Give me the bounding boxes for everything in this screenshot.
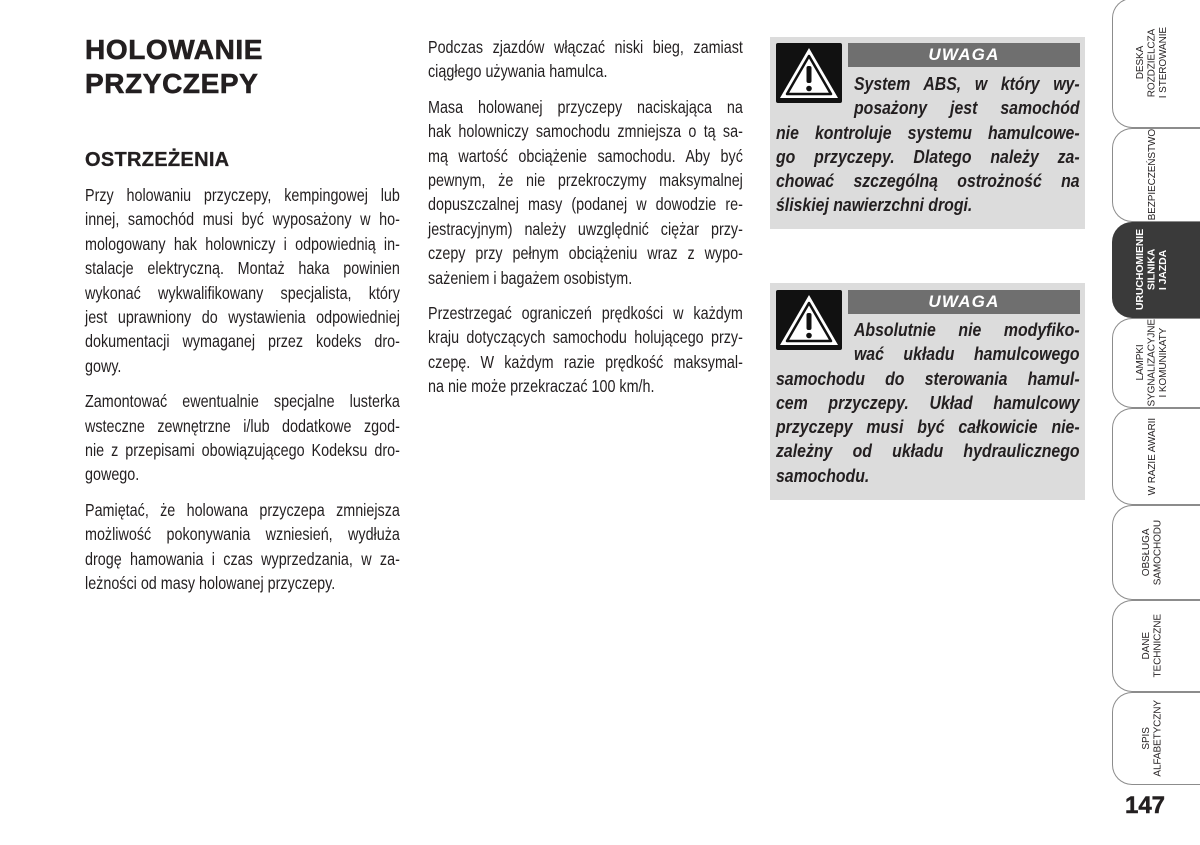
sidebar-tab-bezpieczenstwo	[1112, 128, 1200, 222]
warning-text	[776, 318, 1080, 488]
paragraph-line: czepę. W każdym razie prędkość maksymal-	[428, 351, 743, 372]
warning-line: śliskiej nawierzchni drogi.	[776, 195, 973, 216]
warning-text	[776, 72, 1080, 218]
paragraph-line: jest uprawniony do wystawienia odpowiedniej	[85, 307, 400, 328]
paragraph-line: jestracyjnym) należy uwzględnić ciężar przy-	[428, 218, 743, 239]
page-title-line: HOLOWANIE	[85, 34, 264, 65]
paragraph-line: mologowany hak holowniczy i odpowiednią in-	[85, 233, 400, 254]
warning-header: UWAGA	[848, 43, 1080, 67]
sidebar-tab-line: LAMPKI	[1135, 344, 1147, 382]
section-heading: OSTRZEŻENIA	[85, 149, 230, 171]
paragraph-line: mą wartość obciążenie samochodu. Aby być	[428, 145, 743, 166]
paragraph-line: gowego.	[85, 464, 140, 485]
paragraph	[428, 95, 743, 290]
warning-line: samochodu do sterowania hamul-	[776, 368, 1080, 389]
paragraph-line: ciągłego używania hamulca.	[428, 61, 608, 82]
sidebar-tab-line: BEZPIECZEŃSTWO	[1146, 129, 1158, 221]
sidebar-tab-label	[1147, 129, 1159, 220]
paragraph-line: drogę hamowania i czas wyprzedzania, w za-	[85, 548, 400, 569]
paragraph-line: pewnym, że nie przekroczymy maksymalnej	[428, 170, 743, 191]
sidebar-tab-line: SILNIKA	[1145, 249, 1158, 291]
sidebar-tab-obsluga	[1112, 505, 1200, 600]
page-title	[85, 33, 263, 101]
sidebar-tab-deska-rozdzielcza	[1112, 0, 1200, 128]
paragraph-line: innej, samochód musi być wyposażony w ho-	[85, 209, 400, 230]
paragraph-line: Przy holowaniu przyczepy, kempingowej lub	[85, 185, 400, 205]
paragraph	[85, 498, 400, 596]
warning-line: zależny od układu hydraulicznego	[776, 441, 1080, 462]
page-title-line: PRZYCZEPY	[85, 68, 259, 99]
sidebar-tab-line: ROZDZIELCZA	[1146, 28, 1158, 98]
paragraph	[85, 183, 400, 378]
paragraph-line: sażeniem i bagażem osobistym.	[428, 267, 633, 288]
paragraph-line: leżności od masy holowanej przyczepy.	[85, 573, 336, 594]
sidebar-tab-label	[1147, 418, 1159, 495]
paragraph-line: hak holowniczy samochodu zmniejsza o tą sa-	[428, 121, 743, 142]
sidebar-tab-label	[1135, 229, 1170, 310]
page-number: 147	[1124, 792, 1166, 819]
sidebar-tab-spis-alfabetyczny	[1112, 692, 1200, 785]
sidebar-tab-label	[1135, 319, 1170, 407]
sidebar-tab-line: I KOMUNIKATY	[1158, 328, 1170, 398]
warning-line: go przyczepy. Dlatego należy za-	[776, 146, 1080, 167]
paragraph-line: Masa holowanej przyczepy naciskająca na	[428, 96, 743, 117]
warning-line: posażony jest samochód	[853, 98, 1080, 119]
paragraph-line: dopuszczalnej masy (podanej w dowodzie re-	[428, 194, 743, 215]
sidebar-tab-line: DESKA	[1135, 46, 1147, 80]
warning-box-brakes	[770, 283, 1085, 500]
sidebar-tab-line: I JAZDA	[1157, 249, 1170, 291]
paragraph-line: na nie może przekraczać 100 km/h.	[428, 376, 655, 397]
sidebar-tab-line: SAMOCHODU	[1152, 519, 1164, 586]
warning-box-abs	[770, 37, 1085, 229]
warning-line: samochodu.	[776, 465, 870, 486]
paragraph-line: Przestrzegać ograniczeń prędkości w każdym	[428, 303, 743, 324]
paragraph-line: możliwość pokonywania wzniesień, wydłuża	[85, 524, 400, 545]
warning-line: Absolutnie nie modyfiko-	[853, 320, 1080, 340]
warning-line: chować szczególną ostrożność na	[776, 171, 1080, 192]
sidebar-tab-w-razie-awarii	[1112, 408, 1200, 505]
sidebar-tab-label	[1141, 614, 1164, 677]
middle-column	[428, 35, 743, 410]
paragraph-line: czepy przy pełnym obciążeniu wraz z wypo-	[428, 243, 743, 264]
sidebar-tab-line: I STEROWANIE	[1158, 27, 1170, 99]
paragraph	[85, 389, 400, 487]
left-column	[85, 183, 400, 607]
paragraph	[428, 301, 743, 399]
sidebar-tab-label	[1135, 27, 1170, 98]
paragraph-line: Zamontować ewentualnie specjalne lusterka	[85, 391, 400, 412]
sidebar-tab-line: OBSŁUGA	[1141, 528, 1152, 577]
paragraph	[428, 35, 743, 84]
sidebar-tab-line: W RAZIE AWARII	[1146, 417, 1158, 496]
sidebar-tab-label	[1141, 520, 1164, 585]
sidebar-tab-lampki	[1112, 318, 1200, 408]
sidebar-tab-line: ALFABETYCZNY	[1152, 700, 1164, 777]
paragraph-line: wykonać wykwalifikowany specjalista, który	[85, 282, 400, 303]
paragraph-line: kraju dotyczących samochodu holującego przy-	[428, 327, 743, 348]
paragraph-line: dokumentacji wymaganej przez kodeks dro-	[85, 331, 400, 352]
warning-line: nie kontroluje systemu hamulcowe-	[776, 122, 1080, 143]
sidebar-tab-uruchomienie-active	[1112, 222, 1200, 318]
paragraph-line: stalacje elektryczną. Montaż haka powinien	[85, 258, 400, 279]
sidebar-tab-label	[1141, 700, 1164, 777]
sidebar-tab-line: DANE	[1141, 632, 1152, 660]
warning-line: cem przyczepy. Układ hamulcowy	[776, 392, 1080, 413]
sidebar-tab-line: SYGNALIZACYJNE	[1146, 319, 1158, 407]
sidebar-tab-line: SPIS	[1141, 727, 1152, 750]
paragraph-line: Podczas zjazdów włączać niski bieg, zamiast	[428, 37, 743, 57]
warning-line: System ABS, w który wy-	[853, 74, 1080, 94]
paragraph-line: wsteczne zewnętrzne i/lub dodatkowe zgod-	[85, 415, 400, 436]
warning-line: przyczepy musi być całkowicie nie-	[776, 417, 1080, 438]
sidebar-tab-line: URUCHOMIENIE	[1134, 229, 1147, 311]
paragraph-line: Pamiętać, że holowana przyczepa zmniejsza	[85, 499, 400, 520]
paragraph-line: nie z przepisami obowiązującego Kodeksu dro-	[85, 440, 400, 461]
warning-header: UWAGA	[848, 290, 1080, 314]
warning-line: wać układu hamulcowego	[853, 344, 1080, 365]
sidebar-tab-dane-techniczne	[1112, 600, 1200, 692]
paragraph-line: gowy.	[85, 355, 122, 376]
sidebar-tab-line: TECHNICZNE	[1152, 614, 1164, 678]
